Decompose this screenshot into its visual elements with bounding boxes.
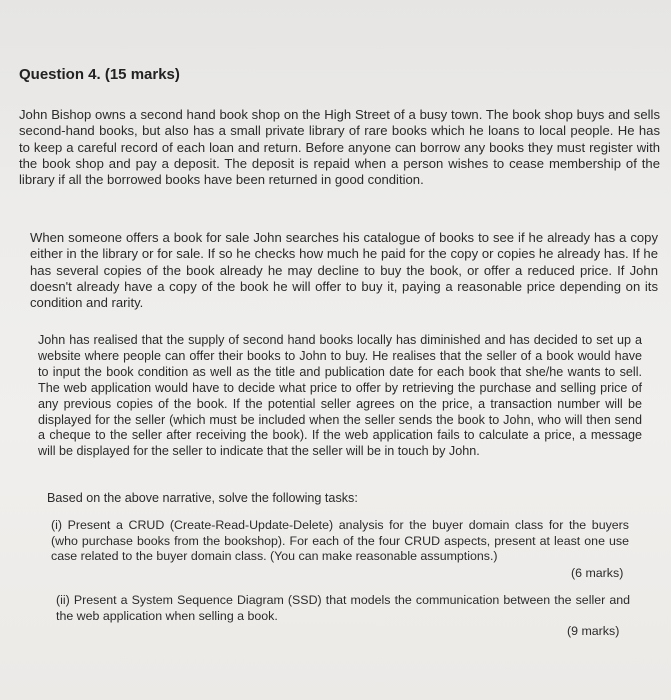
- narrative-paragraph-3: John has realised that the supply of second hand books locally has diminished and has decided to set up a website where people can offer their books to John to buy. He realises that the seller of a book would have to input the book condition as well as the title and publication date for each book that she/he wants to sell. The web application would have to decide what price to offer by retrieving the purchase and selling price of any previous copies of the book. If the potential seller agrees on the price, a transaction number will be displayed for the seller (which must be included when the seller sends the book to John, who will then send a cheque to the seller after receiving the book). If the web application fails to calculate a price, a message will be displayed for the seller to indicate that the seller will be in touch by John.: [38, 333, 642, 459]
- question-heading: Question 4. (15 marks): [19, 66, 180, 83]
- narrative-paragraph-2: When someone offers a book for sale John searches his catalogue of books to see if he already has a copy either in the library or for sale. If so he checks how much he paid for the copy or copies he already has. If he has several copies of the book already he may decline to buy the book, or offer a reduced price. If John doesn't already have a copy of the book he will offer to buy it, paying a reasonable price depending on its condition and rarity.: [30, 230, 658, 311]
- task-1-marks: (6 marks): [571, 566, 624, 580]
- task-2-text: (ii) Present a System Sequence Diagram (SSD) that models the communication between the seller and the web application when selling a book.: [56, 593, 630, 623]
- narrative-paragraph-1: John Bishop owns a second hand book shop on the High Street of a busy town. The book shop buys and sells second-hand books, but also has a small private library of rare books which he loans to local people. He has to keep a careful record of each loan and return. Before anyone can borrow any books they must register with the book shop and pay a deposit. The deposit is repaid when a person wishes to cease membership of the library if all the borrowed books have been returned in good condition.: [19, 107, 660, 188]
- task-2-marks: (9 marks): [567, 624, 620, 638]
- task-1-text: (i) Present a CRUD (Create-Read-Update-Delete) analysis for the buyer domain class for the buyers (who purchase books from the bookshop). For each of the four CRUD aspects, present at least one use case related to the buyer domain class. (You can make reasonable assumptions.): [51, 518, 629, 564]
- tasks-intro: Based on the above narrative, solve the following tasks:: [47, 491, 358, 505]
